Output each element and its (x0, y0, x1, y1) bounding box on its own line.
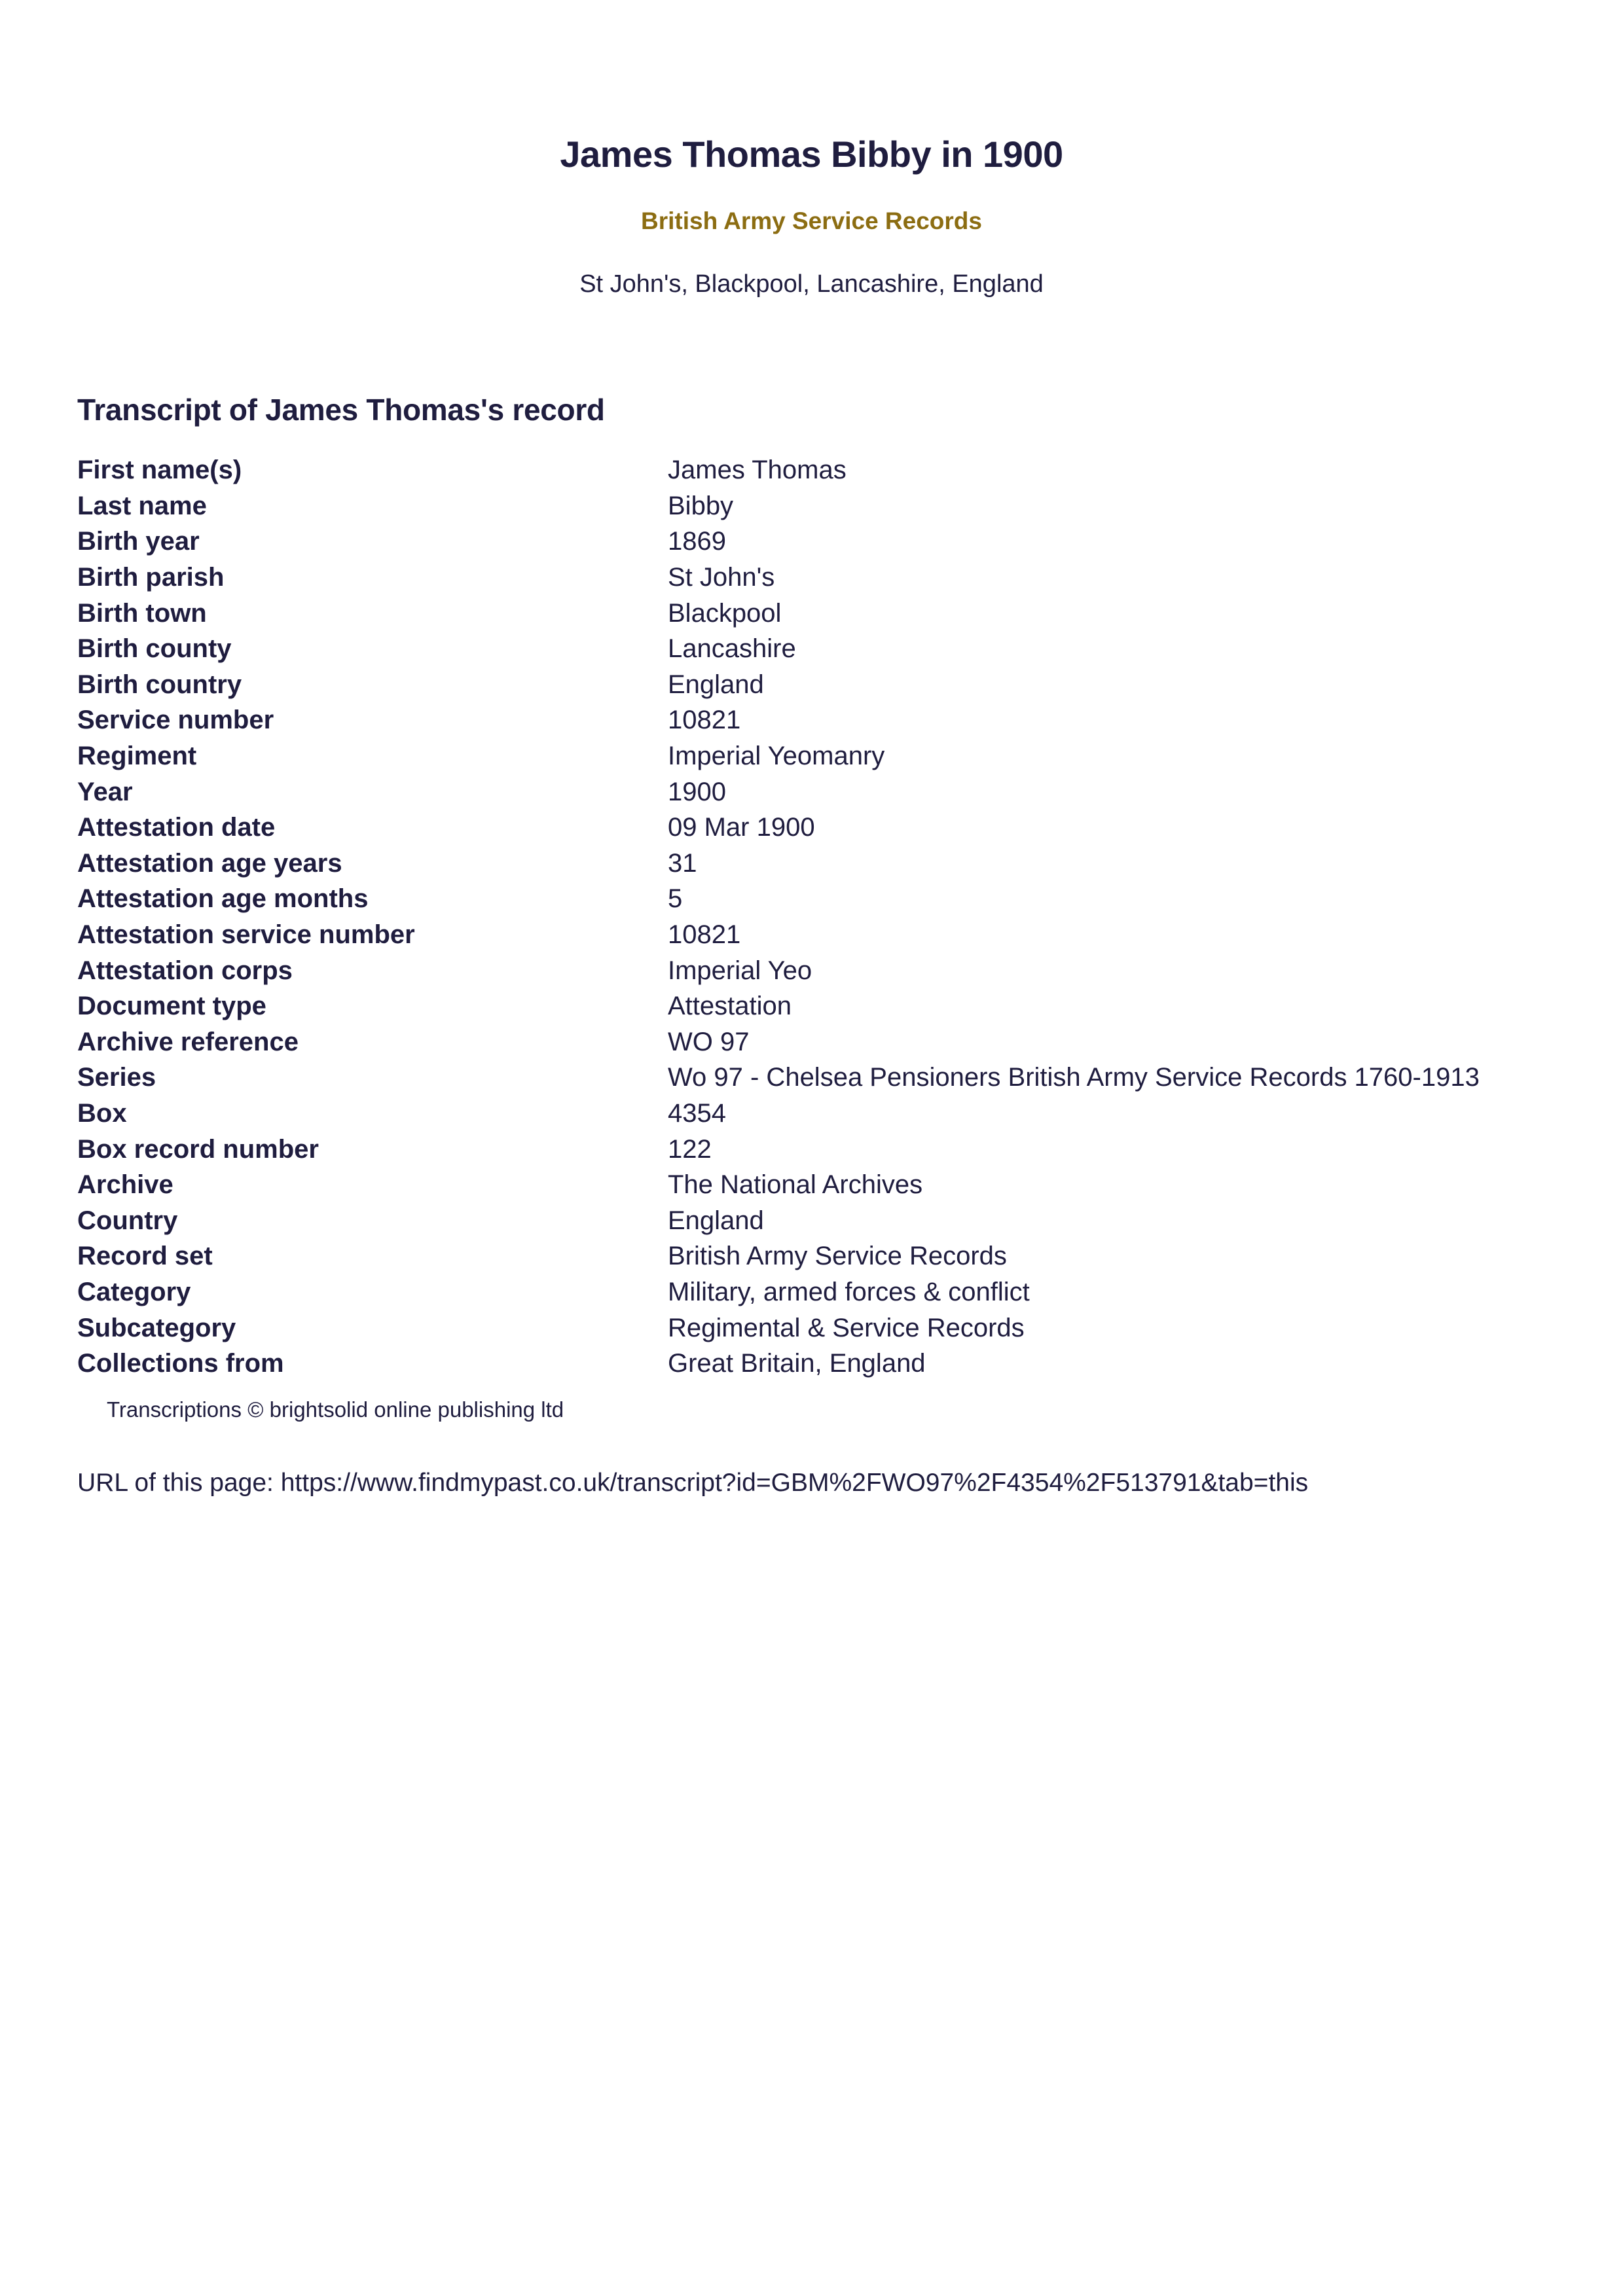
field-label: Attestation date (77, 813, 276, 842)
field-value: Attestation (668, 992, 792, 1021)
transcript-heading: Transcript of James Thomas's record (77, 393, 605, 427)
table-row (77, 952, 1480, 988)
field-label: Birth country (77, 670, 242, 699)
field-value: Military, armed forces & conflict (668, 1277, 1030, 1306)
table-row (77, 595, 1480, 631)
field-label: Box (77, 1098, 127, 1128)
table-row (77, 1131, 1480, 1167)
field-label: Birth town (77, 598, 207, 628)
table-row (77, 917, 1480, 953)
field-value: 1900 (668, 777, 726, 806)
table-row (77, 988, 1480, 1024)
field-label: Birth county (77, 634, 232, 664)
field-value: 31 (668, 848, 697, 878)
transcript-rows (77, 452, 1480, 1381)
page-url-line: URL of this page: https://www.findmypast.co.uk/transcript?id=GBM%2FWO97%2F4354%2F513791&tab=this (77, 1469, 1309, 1497)
table-row (77, 1167, 1480, 1203)
table-row (77, 631, 1480, 667)
field-value: 4354 (668, 1098, 726, 1128)
table-row (77, 810, 1480, 846)
field-value: 10821 (668, 706, 741, 735)
field-label: Box record number (77, 1134, 319, 1164)
field-label: Year (77, 777, 133, 806)
table-row (77, 1274, 1480, 1310)
field-label: Document type (77, 992, 266, 1021)
table-row (77, 846, 1480, 882)
field-label: Record set (77, 1242, 213, 1271)
table-row (77, 452, 1480, 488)
table-row (77, 1060, 1480, 1096)
field-value: St John's (668, 563, 775, 592)
field-value: Lancashire (668, 634, 796, 664)
table-row (77, 881, 1480, 917)
field-label: Series (77, 1063, 156, 1092)
field-label: Birth year (77, 527, 200, 556)
table-row (77, 1238, 1480, 1274)
field-value: WO 97 (668, 1027, 750, 1056)
field-label: Attestation age years (77, 848, 342, 878)
field-value: 09 Mar 1900 (668, 813, 815, 842)
transcript-table (77, 452, 1480, 1381)
field-value: 5 (668, 884, 683, 914)
field-value: James Thomas (668, 456, 847, 485)
field-label: Category (77, 1277, 191, 1306)
table-row (77, 774, 1480, 810)
field-value: 1869 (668, 527, 726, 556)
field-value: British Army Service Records (668, 1242, 1007, 1271)
location-line: St John's, Blackpool, Lancashire, England (579, 270, 1044, 298)
field-value: Bibby (668, 491, 734, 520)
table-row (77, 667, 1480, 703)
field-label: Regiment (77, 742, 197, 771)
table-row (77, 488, 1480, 524)
field-value: Wo 97 - Chelsea Pensioners British Army Service Records 1760-1913 (668, 1063, 1480, 1092)
field-value: 122 (668, 1134, 712, 1164)
field-label: Last name (77, 491, 207, 520)
table-row (77, 738, 1480, 774)
table-row (77, 1310, 1480, 1346)
page-title: James Thomas Bibby in 1900 (560, 134, 1063, 175)
field-value: Regimental & Service Records (668, 1313, 1025, 1342)
field-value: The National Archives (668, 1170, 923, 1200)
field-value: England (668, 1206, 764, 1235)
field-label: Service number (77, 706, 274, 735)
table-row (77, 1096, 1480, 1132)
field-value: Great Britain, England (668, 1349, 926, 1378)
field-value: Imperial Yeo (668, 956, 812, 985)
field-label: Subcategory (77, 1313, 236, 1342)
field-label: Archive reference (77, 1027, 299, 1056)
field-label: Birth parish (77, 563, 225, 592)
table-row (77, 702, 1480, 738)
field-label: Attestation service number (77, 920, 415, 950)
field-value: 10821 (668, 920, 741, 950)
record-set-subtitle: British Army Service Records (641, 207, 982, 234)
field-label: Attestation age months (77, 884, 369, 914)
field-label: Collections from (77, 1349, 284, 1378)
field-label: Country (77, 1206, 178, 1235)
field-label: Archive (77, 1170, 173, 1200)
table-row (77, 1202, 1480, 1238)
field-value: Blackpool (668, 598, 782, 628)
field-label: First name(s) (77, 456, 242, 485)
table-row (77, 1024, 1480, 1060)
table-row (77, 560, 1480, 596)
table-row (77, 1346, 1480, 1382)
field-value: Imperial Yeomanry (668, 742, 885, 771)
field-label: Attestation corps (77, 956, 293, 985)
field-value: England (668, 670, 764, 699)
copyright-notice: Transcriptions © brightsolid online publishing ltd (107, 1397, 564, 1422)
table-row (77, 524, 1480, 560)
